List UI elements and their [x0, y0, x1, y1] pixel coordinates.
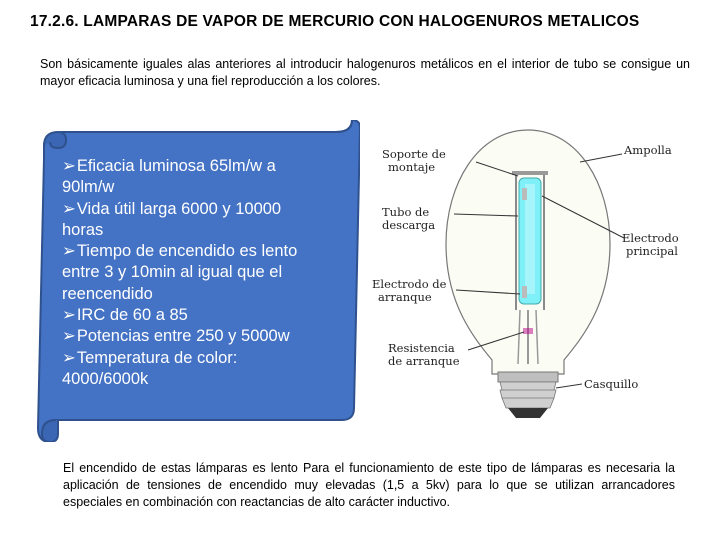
feature-item: ➢Potencias entre 250 y 5000w [62, 326, 324, 347]
svg-text:de arranque: de arranque [388, 354, 460, 368]
label-electrodo-arranque: Electrodo de [372, 277, 447, 291]
casquillo-base [500, 382, 556, 408]
footer-paragraph: El encendido de estas lámparas es lento Para el funcionamiento de este tipo de lámparas es necesaria la aplicación de tensiones de encendido muy elevadas (1,5 a 5kv) para lo que se utilizan arrancadores especiales en combinación con reactancias de alto carácter inductivo. [63, 461, 675, 510]
label-tubo: Tubo de [382, 205, 430, 219]
label-casquillo: Casquillo [584, 377, 639, 391]
page-title: 17.2.6. LAMPARAS DE VAPOR DE MERCURIO CON HALOGENUROS METALICOS [30, 13, 640, 30]
arrow-bullet-icon: ➢ [62, 157, 76, 175]
svg-text:descarga: descarga [382, 218, 436, 232]
feature-item: ➢Vida útil larga 6000 y 10000 horas [62, 199, 282, 239]
label-resistencia: Resistencia [388, 341, 455, 355]
label-ampolla: Ampolla [624, 143, 672, 157]
label-electrodo-principal: Electrodo [622, 231, 679, 245]
intro-paragraph: Son básicamente iguales alas anteriores al introducir halogenuros metálicos en el interior de tubo se consigue un mayor eficacia luminosa y una fiel reproducción a los colores. [40, 57, 690, 88]
arrow-bullet-icon: ➢ [62, 327, 76, 346]
features-scroll-banner [36, 120, 360, 442]
svg-text:principal: principal [626, 244, 678, 258]
feature-item: ➢Tiempo de encendido es lento entre 3 y 10min al igual que el reencendido [62, 242, 298, 303]
arrow-bullet-icon: ➢ [62, 199, 76, 218]
features-list [62, 156, 324, 390]
arrow-bullet-icon: ➢ [62, 242, 76, 261]
lamp-diagram [368, 124, 698, 424]
feature-item: ➢Eficacia luminosa 65lm/w a 90lm/w [62, 157, 276, 197]
svg-text:arranque: arranque [378, 290, 432, 304]
arrow-bullet-icon: ➢ [62, 306, 76, 325]
arrow-bullet-icon: ➢ [62, 348, 76, 367]
svg-text:montaje: montaje [388, 160, 436, 174]
label-soporte: Soporte de [382, 147, 446, 161]
lamp-illustration [368, 124, 698, 424]
feature-item: ➢IRC de 60 a 85 [62, 305, 324, 326]
feature-item: ➢Temperatura de color: 4000/6000k [62, 348, 238, 388]
